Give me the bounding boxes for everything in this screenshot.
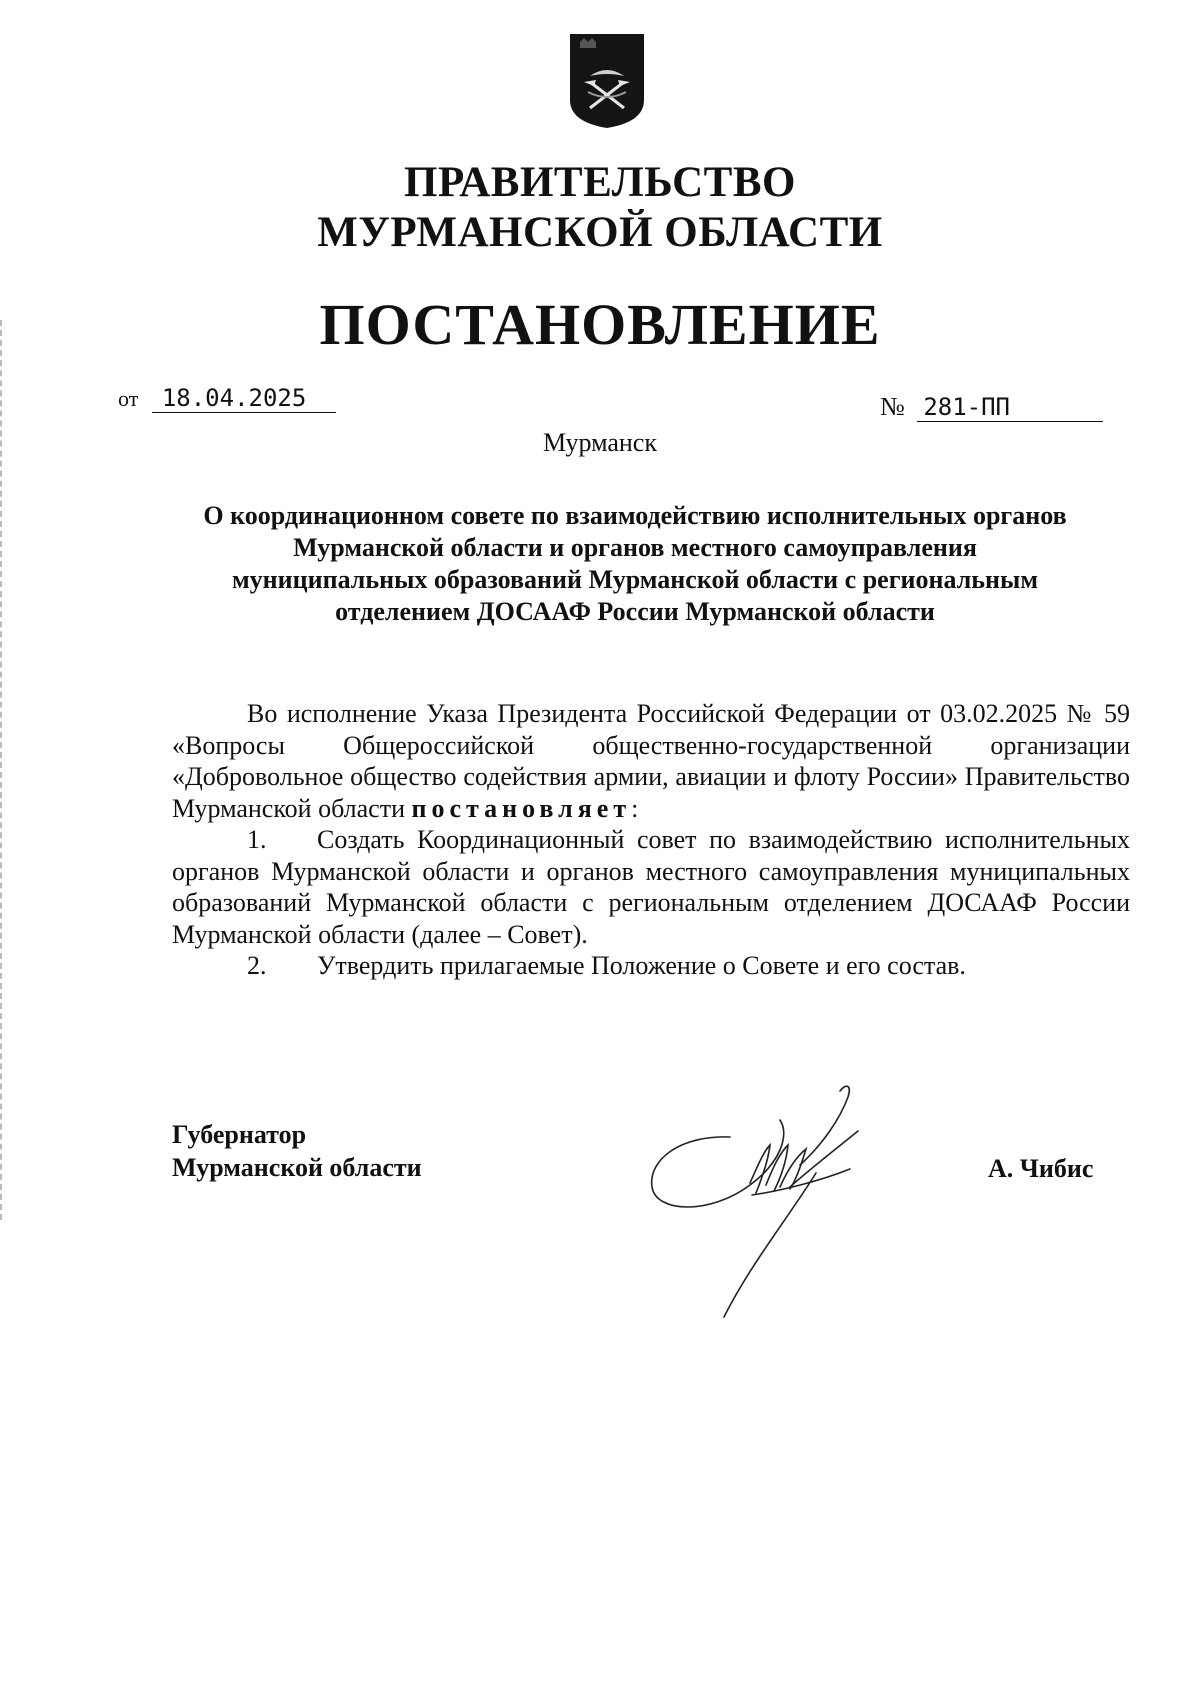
handwritten-signature-icon	[640, 1065, 880, 1330]
subject-line1: О координационном совете по взаимодействию исполнительных органов	[203, 501, 1067, 530]
subject-line4: отделением ДОСААФ России Мурманской области	[335, 597, 935, 626]
intro-paragraph	[172, 698, 1130, 824]
subject-line3: муниципальных образований Мурманской области с региональным	[231, 565, 1039, 594]
number-prefix: №	[880, 392, 905, 421]
issue-city: Мурманск	[543, 428, 657, 457]
signer-position	[172, 1118, 422, 1184]
murmansk-coat-of-arms-icon	[566, 30, 648, 130]
document-date	[118, 384, 336, 413]
document-body	[172, 698, 1130, 982]
number-value: 281-ПП	[917, 393, 1103, 422]
list-item	[172, 824, 1130, 950]
document-type-heading: ПОСТАНОВЛЕНИЕ	[319, 292, 881, 357]
item-text: Утвердить прилагаемые Положение о Совете и его состав.	[317, 951, 966, 980]
date-value: 18.04.2025	[152, 384, 336, 413]
government-title-line2: МУРМАНСКОЙ ОБЛАСТИ	[317, 209, 883, 256]
resolves-colon: :	[631, 793, 639, 823]
list-item	[172, 950, 1130, 982]
resolves-word: постановляет	[411, 793, 632, 823]
signer-position-line1: Губернатор	[172, 1120, 307, 1149]
item-text: Создать Координационный совет по взаимодействию исполнительных органов Мурманской области и органов местного самоуправления муниципальных образований Мурманской области с региональным отделением ДОСААФ России Мурманской области (далее – Совет).	[172, 825, 1130, 949]
item-number: 2.	[247, 951, 267, 980]
signer-name: А. Чибис	[988, 1154, 1094, 1183]
intro-text: Во исполнение Указа Президента Российской Федерации от 03.02.2025 № 59 «Вопросы Общероссийской общественно-государственной организации «Добровольное общество содействия армии, авиации и флоту России» Правительство Мурманской области	[172, 699, 1130, 823]
document-subject	[140, 500, 1130, 628]
government-title	[0, 158, 1200, 258]
government-title-line1: ПРАВИТЕЛЬСТВО	[404, 159, 796, 206]
document-number	[880, 392, 1103, 422]
signer-position-line2: Мурманской области	[172, 1153, 422, 1182]
subject-line2: Мурманской области и органов местного самоуправления	[293, 533, 977, 562]
date-prefix: от	[118, 386, 139, 411]
item-number: 1.	[247, 825, 267, 854]
